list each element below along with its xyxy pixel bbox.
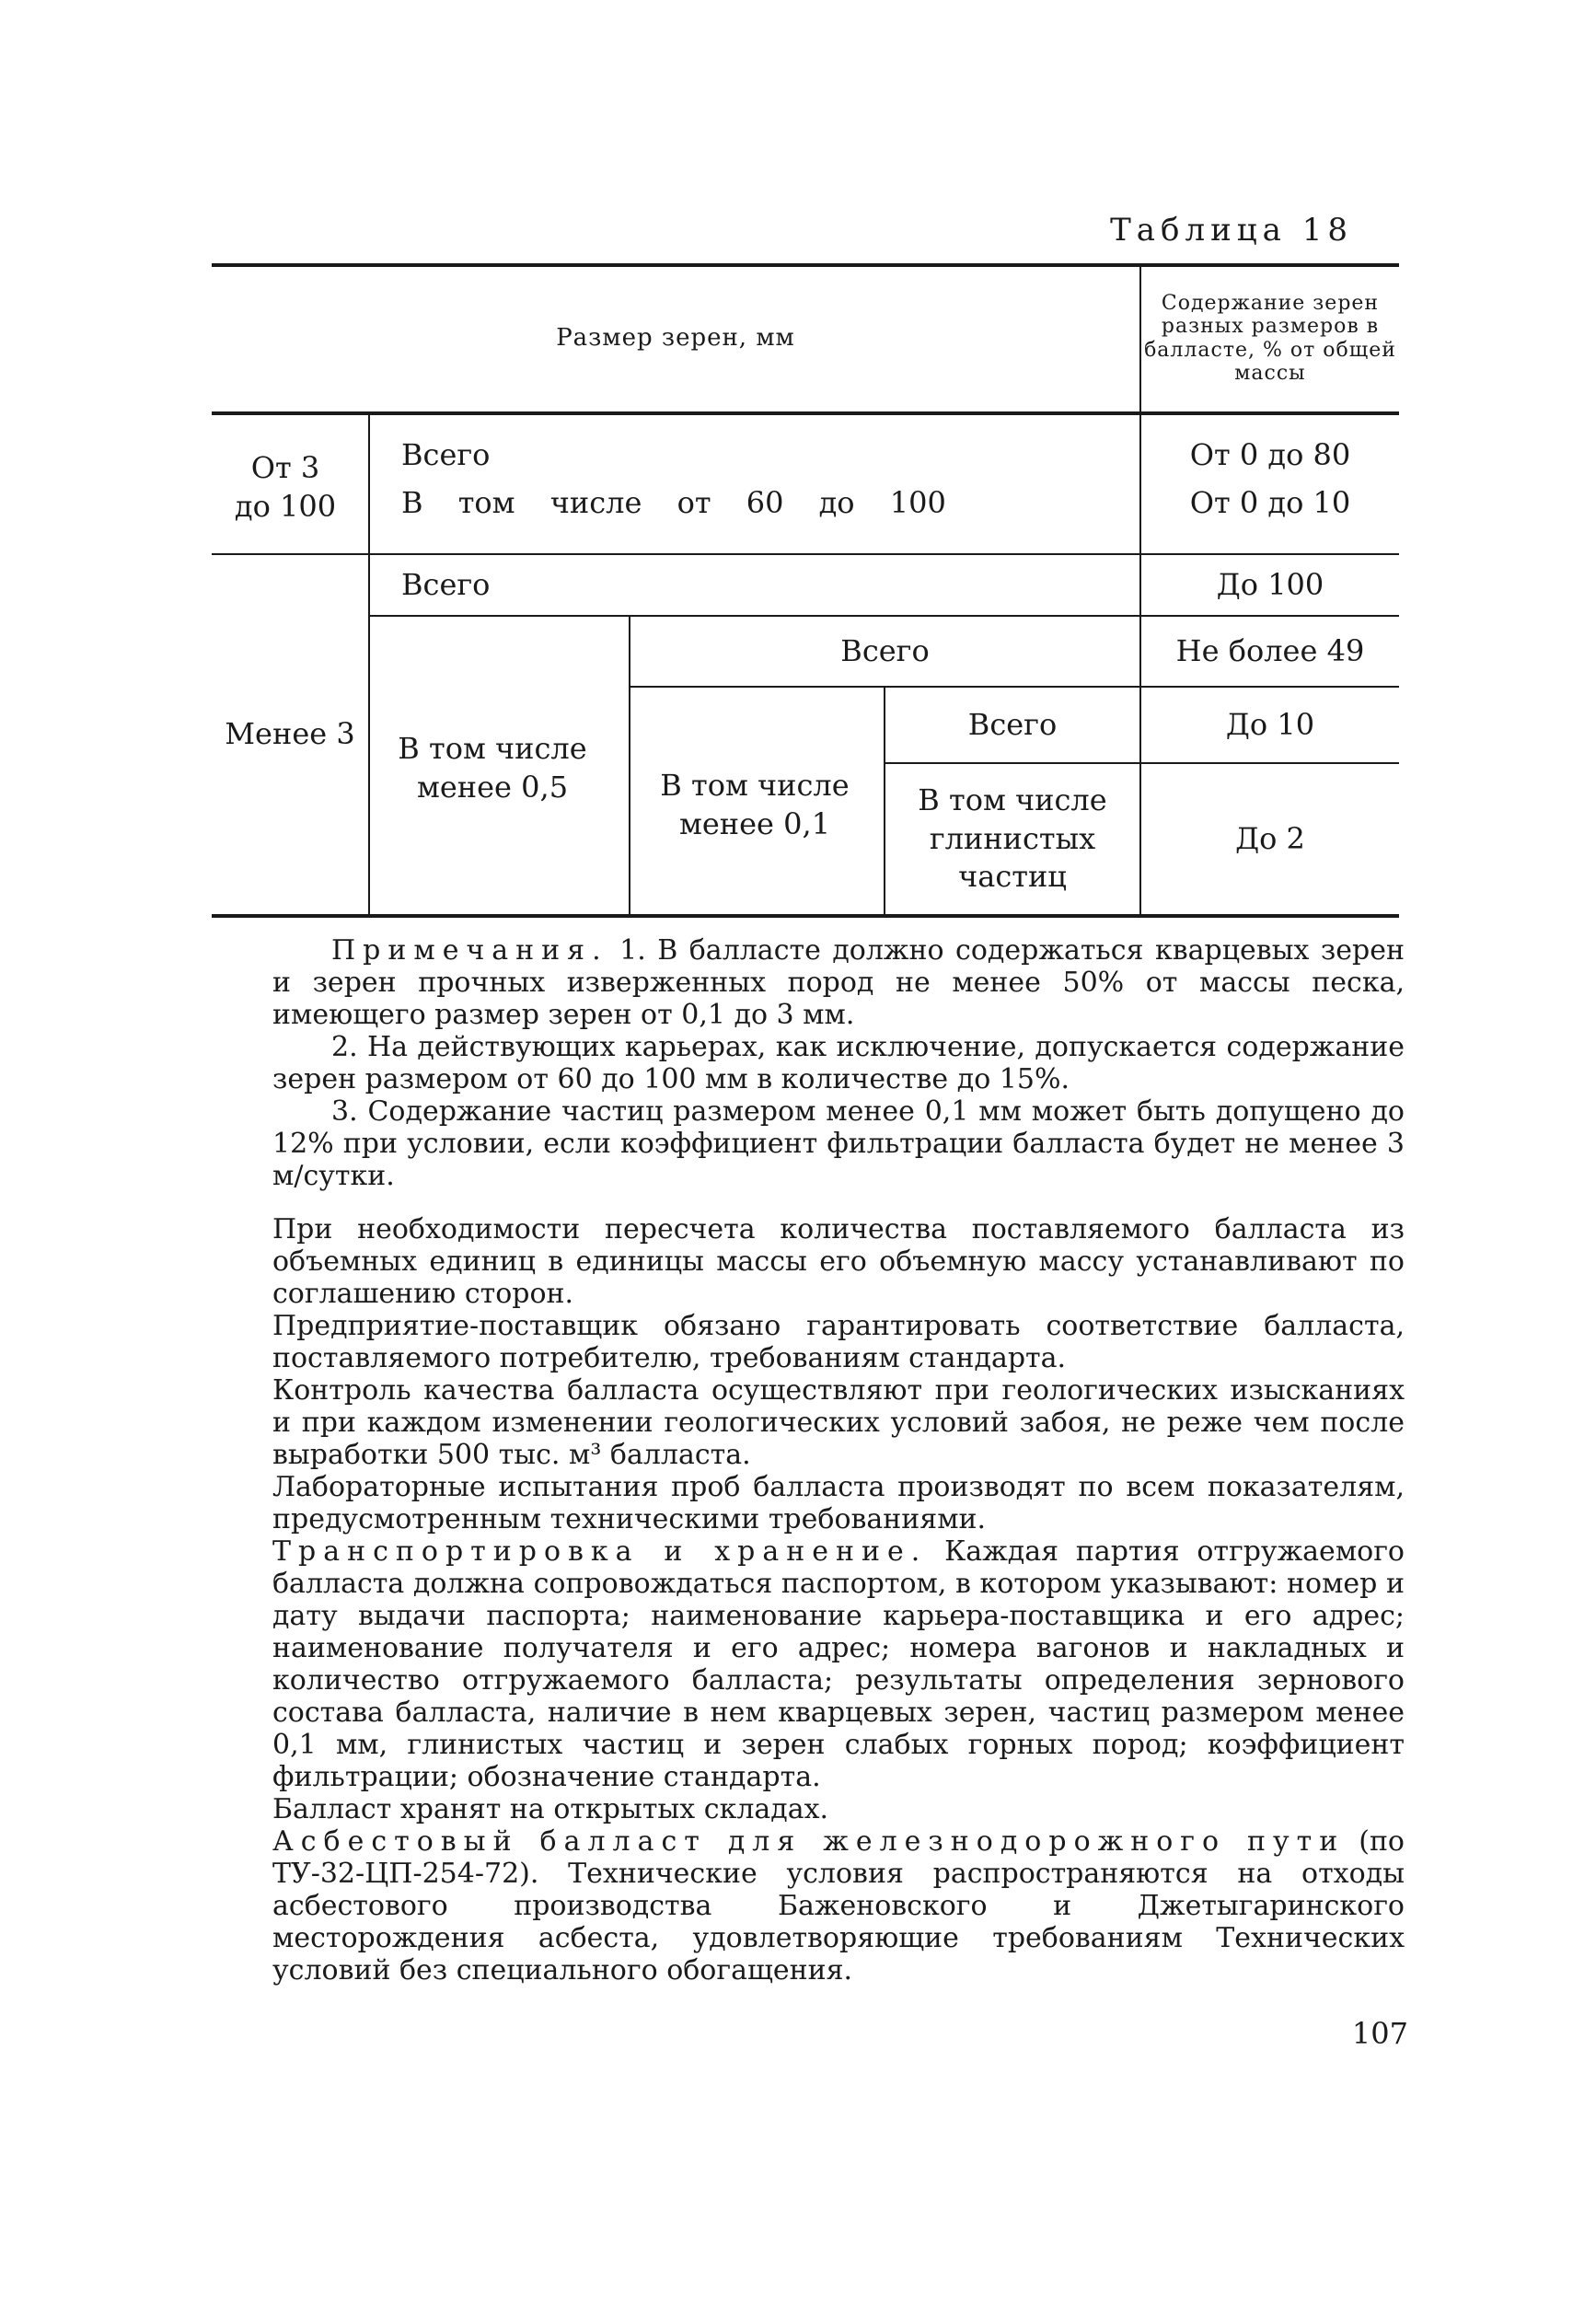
group1-row1-value: От 0 до 80 xyxy=(1189,437,1351,473)
group2-total-desc: Всего xyxy=(401,566,491,602)
group2-range: Менее 3 xyxy=(225,716,355,752)
table-title: Таблица 18 xyxy=(1110,212,1353,249)
paragraph-2: Предприятие-поставщик обязано гарантировать соответствие балласта, поставляемого потребителю, требованиям стандарта. xyxy=(272,1310,1405,1374)
group1-range: От 3 до 100 xyxy=(234,450,337,524)
note-3: 3. Содержание частиц размером менее 0,1 мм может быть допущено до 12% при условии, если коэффициент фильтрации балласта будет не менее 3 м/сутки. xyxy=(272,1095,1405,1192)
body-text xyxy=(272,1213,1405,1986)
sub2-label: В том числе менее 0,1 xyxy=(660,768,850,841)
header-bottom-rule xyxy=(212,411,1399,415)
table-notes xyxy=(272,934,1405,1192)
note-2: 2. На действующих карьерах, как исключение, допускается содержание зерен размером от 60 до 100 мм в количестве до 15%. xyxy=(272,1031,1405,1095)
paragraph-1: При необходимости пересчета количества поставляемого балласта из объемных единиц в единицы массы его объемную массу устанавливают по соглашению сторон. xyxy=(272,1213,1405,1310)
header-size: Размер зерен, мм xyxy=(556,323,795,352)
asbestos-heading: Асбестовый балласт для железнодорожного пути xyxy=(272,1825,1346,1858)
paragraph-7 xyxy=(272,1825,1405,1986)
sub2-total-value: До 10 xyxy=(1225,706,1315,742)
paragraph-5 xyxy=(272,1535,1405,1793)
sub3-value: До 2 xyxy=(1235,820,1305,856)
group1-row2-desc: В том числе от 60 до 100 xyxy=(401,485,946,521)
group2-total-value: До 100 xyxy=(1216,566,1324,602)
transport-heading: Транспортировка и хранение. xyxy=(272,1535,928,1568)
sub3-label: В том числе глинистых частиц xyxy=(918,782,1107,895)
transport-text: Каждая партия отгружаемого балласта должна сопровождаться паспортом, в котором указывают: номер и дату выдачи паспорта; наименование карьера-поставщика и его адрес; наименование получателя и его адрес; номера вагонов и накладных и количество отгружаемого балласта; результаты определения зернового состава балласта, наличие в нем кварцевых зерен, частиц размером менее 0,1 мм, глинистых частиц и зерен слабых горных пород; коэффициент фильтрации; обозначение стандарта. xyxy=(272,1535,1405,1793)
range-col-rule xyxy=(368,413,370,914)
sub1-total-desc: Всего xyxy=(840,632,930,668)
asbestos-text: (по ТУ-32-ЦП-254-72). Технические условия распространяются на отходы асбестового производства Баженовского и Джетыгаринского месторождения асбеста, удовлетворяющие требованиям Технических условий без специального обогащения. xyxy=(272,1825,1405,1986)
paragraph-4: Лабораторные испытания проб балласта производят по всем показателям, предусмотренным техническими требованиями. xyxy=(272,1471,1405,1535)
notes-heading: Примечания. xyxy=(331,934,608,967)
sub2-total-desc: Всего xyxy=(967,706,1058,742)
paragraph-6: Балласт хранят на открытых складах. xyxy=(272,1793,829,1825)
page-number: 107 xyxy=(1351,2016,1408,2051)
paragraph-3: Контроль качества балласта осуществляют при геологических изысканиях и при каждом изменении геологических условий забоя, не реже чем после выработки 500 тыс. м³ балласта. xyxy=(272,1374,1405,1471)
table-bottom-rule xyxy=(212,914,1399,918)
sub1-label: В том числе менее 0,5 xyxy=(398,731,587,805)
group1-row1-desc: Всего xyxy=(401,437,491,473)
group1-row2-value: От 0 до 10 xyxy=(1189,485,1351,521)
sub1-total-value: Не более 49 xyxy=(1175,632,1365,668)
note-1: 1. В балласте должно содержаться кварцевых зерен и зерен прочных изверженных пород не менее 50% от массы песка, имеющего размер зерен от 0,1 до 3 мм. xyxy=(272,934,1405,1031)
header-content: Содержание зерен разных размеров в балласте, % от общей массы xyxy=(1144,291,1396,385)
